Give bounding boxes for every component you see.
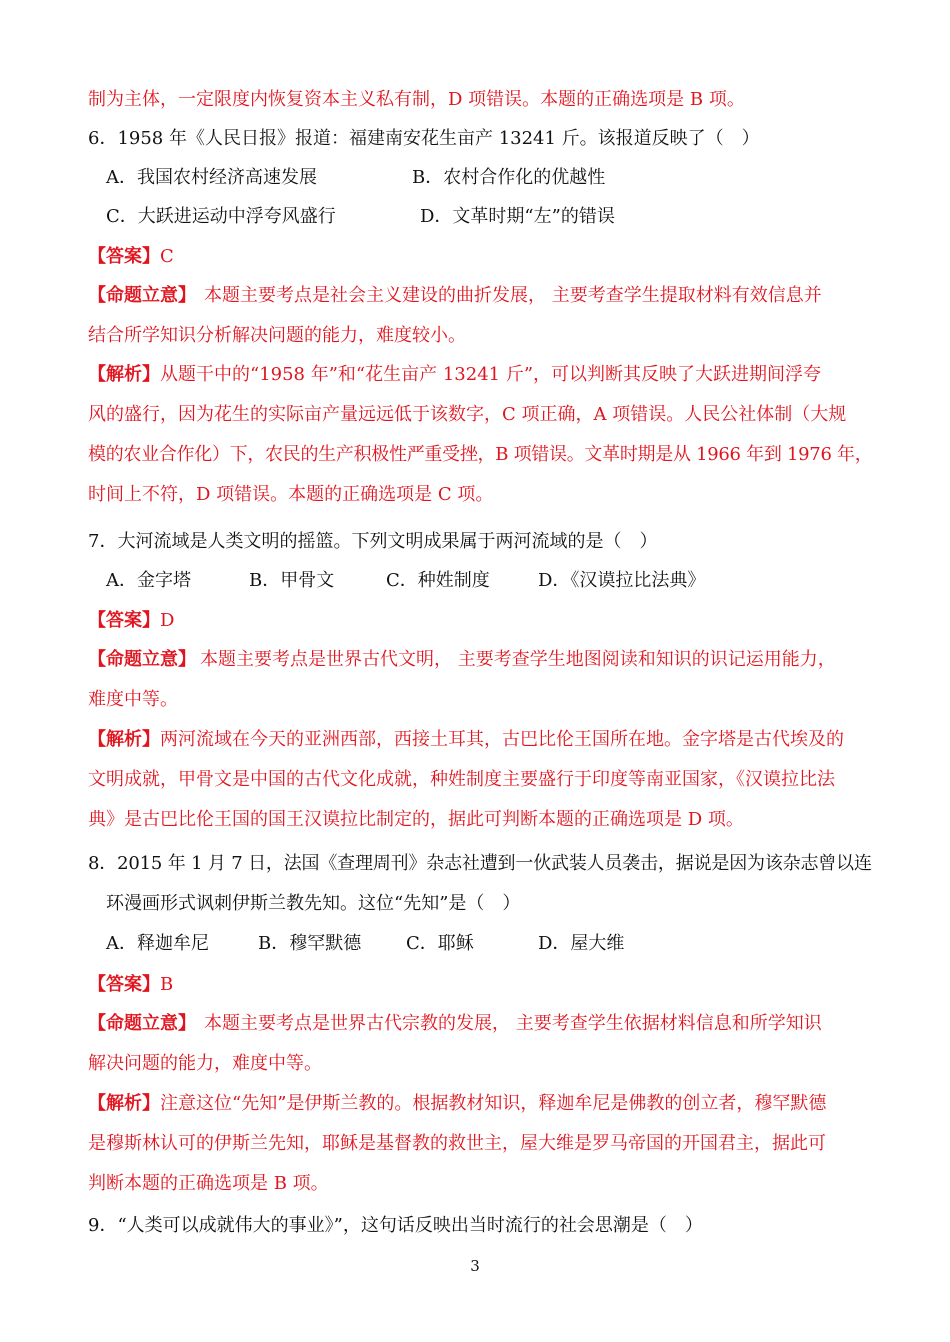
- q7-option-b: B．甲骨文: [249, 570, 335, 591]
- q7-explanation-line-3: 典》是古巴比伦王国的国王汉谟拉比制定的，据此可判断本题的正确选项是 D 项。: [88, 809, 744, 830]
- intent-tag: 【命题立意】: [88, 285, 196, 306]
- q8-intent-line-1: [88, 1012, 822, 1036]
- intent-text: 本题主要考点是社会主义建设的曲折发展， 主要考查学生提取材料有效信息并: [204, 285, 822, 306]
- q6-option-a: A．我国农村经济高速发展: [106, 167, 317, 188]
- page-number: 3: [470, 1257, 480, 1275]
- explanation-tag: 【解析】: [88, 364, 160, 385]
- question-8-line-2: 环漫画形式讽刺伊斯兰教先知。这位“先知”是（ ）: [106, 893, 521, 914]
- q8-answer: [88, 973, 173, 997]
- question-9: 9．“人类可以成就伟大的事业》”，这句话反映出当时流行的社会思潮是（ ）: [88, 1215, 703, 1236]
- q8-option-b: B．穆罕默德: [258, 933, 362, 954]
- q8-option-a: A．释迦牟尼: [106, 933, 209, 954]
- q8-intent-line-2: 解决问题的能力，难度中等。: [88, 1053, 322, 1074]
- intent-text: 本题主要考点是世界古代文明， 主要考查学生地图阅读和知识的识记运用能力，: [200, 649, 836, 670]
- q6-explanation-line-2: 风的盛行，因为花生的实际亩产量远远低于该数字，C 项正确，A 项错误。人民公社体制（大规: [88, 404, 847, 425]
- q7-explanation-line-1: [88, 728, 844, 752]
- q6-explanation-line-3: 模的农业合作化）下，农民的生产积极性严重受挫，B 项错误。文革时期是从 1966 年到 1976 年，: [88, 444, 873, 465]
- answer-value: B: [160, 974, 174, 995]
- q7-intent-line-2: 难度中等。: [88, 689, 178, 710]
- q8-explanation-line-2: 是穆斯林认可的伊斯兰先知，耶稣是基督教的救世主，屋大维是罗马帝国的开国君主，据此可: [88, 1133, 826, 1154]
- q8-option-c: C．耶稣: [406, 933, 474, 954]
- question-6: 6．1958 年《人民日报》报道：福建南安花生亩产 13241 斤。该报道反映了（ ）: [88, 128, 760, 149]
- q6-intent-line-1: [88, 284, 822, 308]
- q7-option-d: D．《汉谟拉比法典》: [538, 570, 706, 591]
- q7-option-c: C．种姓制度: [386, 570, 490, 591]
- intent-tag: 【命题立意】: [88, 649, 196, 670]
- q6-explanation-line-4: 时间上不符，D 项错误。本题的正确选项是 C 项。: [88, 484, 494, 505]
- intent-tag: 【命题立意】: [88, 1013, 196, 1034]
- explanation-text: 两河流域在今天的亚洲西部，西接土耳其，古巴比伦王国所在地。金字塔是古代埃及的: [160, 729, 844, 750]
- q8-explanation-line-3: 判断本题的正确选项是 B 项。: [88, 1173, 329, 1194]
- q7-intent-line-1: [88, 648, 836, 672]
- q7-option-a: A．金字塔: [106, 570, 191, 591]
- answer-value: C: [160, 246, 174, 267]
- q7-answer: [88, 609, 174, 633]
- q8-option-d: D．屋大维: [538, 933, 625, 954]
- explanation-line: 制为主体，一定限度内恢复资本主义私有制，D 项错误。本题的正确选项是 B 项。: [88, 89, 745, 110]
- answer-tag: 【答案】: [88, 974, 160, 995]
- q6-answer: [88, 245, 174, 269]
- explanation-text: 注意这位“先知”是伊斯兰教的。根据教材知识，释迦牟尼是佛教的创立者，穆罕默德: [160, 1093, 827, 1114]
- q6-option-d: D．文革时期“左”的错误: [420, 206, 615, 227]
- q6-option-b: B．农村合作化的优越性: [412, 167, 606, 188]
- q7-explanation-line-2: 文明成就，甲骨文是中国的古代文化成就，种姓制度主要盛行于印度等南亚国家，《汉谟拉比法: [88, 769, 835, 790]
- answer-tag: 【答案】: [88, 246, 160, 267]
- q8-explanation-line-1: [88, 1092, 826, 1116]
- explanation-tag: 【解析】: [88, 729, 160, 750]
- q6-explanation-line-1: [88, 363, 821, 387]
- q6-option-c: C．大跃进运动中浮夸风盛行: [106, 206, 336, 227]
- intent-text: 本题主要考点是世界古代宗教的发展， 主要考查学生依据材料信息和所学知识: [204, 1013, 822, 1034]
- q6-intent-line-2: 结合所学知识分析解决问题的能力，难度较小。: [88, 325, 466, 346]
- question-7: 7．大河流域是人类文明的摇篮。下列文明成果属于两河流域的是（ ）: [88, 531, 658, 552]
- question-8-line-1: 8．2015 年 1 月 7 日，法国《查理周刊》杂志社遭到一伙武装人员袭击，据说是因为该杂志曾以连: [88, 853, 872, 874]
- explanation-text: 从题干中的“1958 年”和“花生亩产 13241 斤”，可以判断其反映了大跃进期间浮夸: [160, 364, 822, 385]
- answer-tag: 【答案】: [88, 610, 160, 631]
- explanation-tag: 【解析】: [88, 1093, 160, 1114]
- answer-value: D: [160, 610, 175, 631]
